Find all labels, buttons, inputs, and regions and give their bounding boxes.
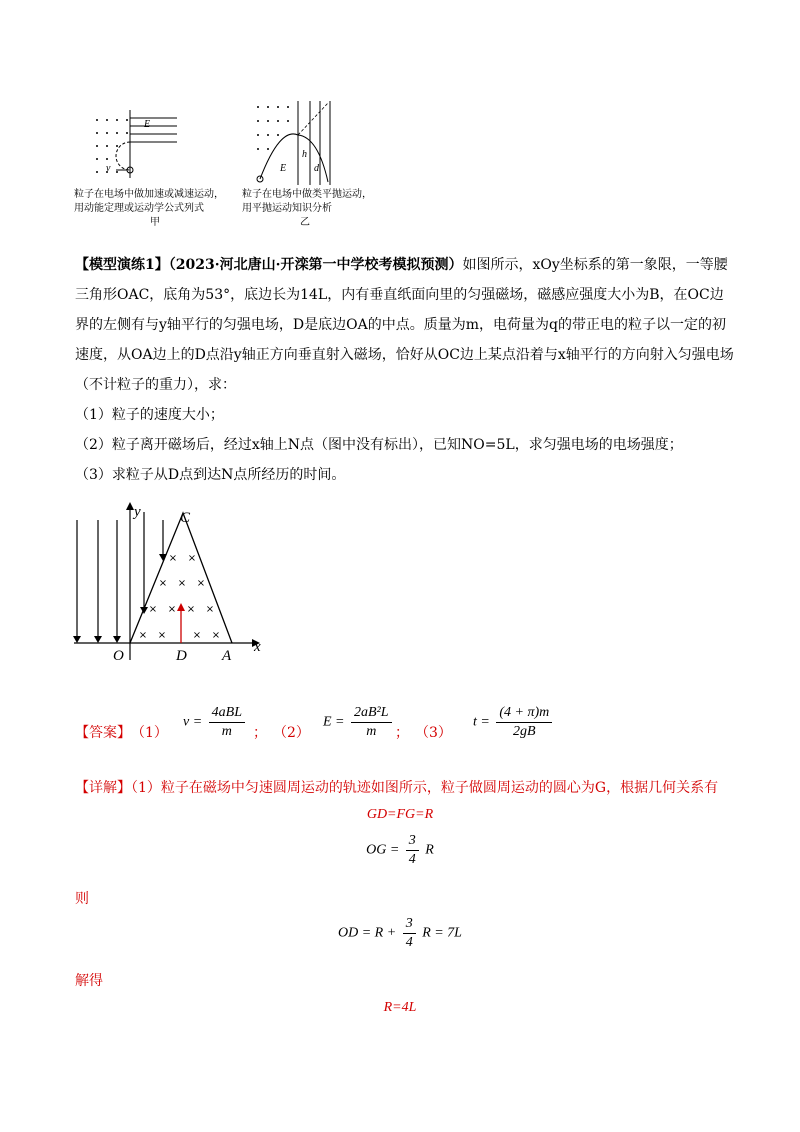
detail-eq3-fraction [403,915,416,952]
detail-eq2-denominator: 4 [408,852,416,867]
answer-1 [183,704,248,741]
answer-1-fraction [209,704,245,741]
cross-4: × [177,578,187,589]
cross-11: × [157,630,167,641]
detail-eq3 [0,915,800,952]
problem-tag: 【模型演练1】 [75,257,169,273]
cross-8: × [186,604,196,615]
detail-eq4: R=4L [383,1000,417,1015]
label-d: D [176,648,187,664]
detail-solve: 解得 [75,973,103,989]
yi-caption-line1: 粒子在电场中做类平抛运动， [242,189,372,200]
label-a: A [222,648,232,664]
answer-sep-2: ； [395,725,409,741]
problem-intro-paragraph [75,250,735,400]
yi-caption-line2: 用平抛运动知识分析 [242,203,332,214]
jia-caption-line2: 用动能定理或运动学公式列式 [74,203,204,214]
cross-13: × [211,630,221,641]
figure-yi [240,97,390,232]
cross-10: × [138,630,148,641]
detail-intro [75,777,755,797]
cross-9: × [205,604,215,615]
problem-source: （2023·河北唐山·开滦第一中学校考模拟预测） [168,257,463,273]
cross-6: × [148,604,158,615]
answer-3 [473,704,555,741]
detail-eq2-numerator: 3 [406,832,419,851]
jia-caption-line1: 粒子在电场中做加速或减速运动， [74,189,224,200]
detail-eq1: GD=FG=R [366,807,434,822]
answer-2-denominator: m [366,724,377,739]
answer-1-denominator: m [221,724,232,739]
cross-3: × [158,578,168,589]
label-x: x [254,639,261,655]
yi-label: 乙 [300,217,310,228]
answer-3-denominator: 2gB [513,724,536,739]
answer-3-numerator: (4 + π)m [496,704,552,723]
yi-field-label: E [280,163,287,174]
answer-2-lhs: E = [323,714,345,730]
problem-diagram-svg [70,500,270,670]
question-3: （3）求粒子从D点到达N点所经历的时间。 [75,467,346,483]
answer-tag: 【答案】 [75,725,131,741]
answer-1-lhs: v = [183,714,203,730]
answer-3-lhs: t = [473,714,490,730]
label-c: C [180,510,191,526]
cross-12: × [192,630,202,641]
answer-sep-1: ； [253,725,267,741]
detail-eq3-numerator: 3 [403,915,416,934]
jia-field-label: E [144,119,151,130]
cross-7: × [167,604,177,615]
jia-label: 甲 [150,217,160,228]
detail-tag: 【详解】 [75,780,131,796]
detail-eq2-rhs: R [425,842,434,858]
detail-then: 则 [75,891,89,907]
cross-5: × [196,578,206,589]
detail-eq3-denominator: 4 [405,935,413,950]
answer-part2-label: （2） [273,725,310,741]
answer-line [75,700,735,750]
figure-jia [72,100,242,230]
answer-2-numerator: 2aB²L [351,704,392,723]
detail-text: （1）粒子在磁场中匀速圆周运动的轨迹如图所示，粒子做圆周运动的圆心为G，根据几何关系有 [131,780,719,796]
cross-2: × [187,553,197,564]
problem-diagram [70,500,270,670]
answer-part1-label: （1） [131,725,168,741]
answer-2-fraction [351,704,392,741]
yi-d-label: d [314,163,319,174]
answer-3-fraction [496,704,552,741]
answer-1-numerator: 4aBL [209,704,245,723]
jia-velocity-label: v [106,163,111,174]
figure-jia-diagram [72,100,242,185]
problem-intro: 如图所示，xOy坐标系的第一象限，一等腰三角形OAC，底角为53°，底边长为14L，内有垂直纸面向里的匀强磁场，磁感应强度大小为B，在OC边界的左侧有与y轴平行的匀强电场，D是底边OA的中点。质量为m，电荷量为q的带正电的粒子以一定的初速度，从OA边上的D点沿y轴正方向垂直射入磁场，恰好从OC边上某点沿着与x轴平行的方向射入匀强电场（不计粒子的重力），求： [75,257,734,393]
answer-part3-label: （3） [415,725,452,741]
answer-2 [323,704,395,741]
detail-eq2-lhs: OG = [366,842,400,858]
detail-eq2 [0,832,800,869]
detail-eq3-rhs: R = 7L [422,925,462,941]
problem-block [75,250,735,490]
question-2: （2）粒子离开磁场后，经过x轴上N点（图中没有标出），已知NO=5L，求匀强电场的电场强度； [75,437,683,453]
cross-1: × [168,553,178,564]
yi-h-label: h [302,149,307,160]
detail-eq2-fraction [406,832,419,869]
label-o: O [113,648,124,664]
question-1: （1）粒子的速度大小； [75,407,224,423]
label-y: y [134,504,141,520]
detail-eq3-lhs: OD = R + [338,925,397,941]
